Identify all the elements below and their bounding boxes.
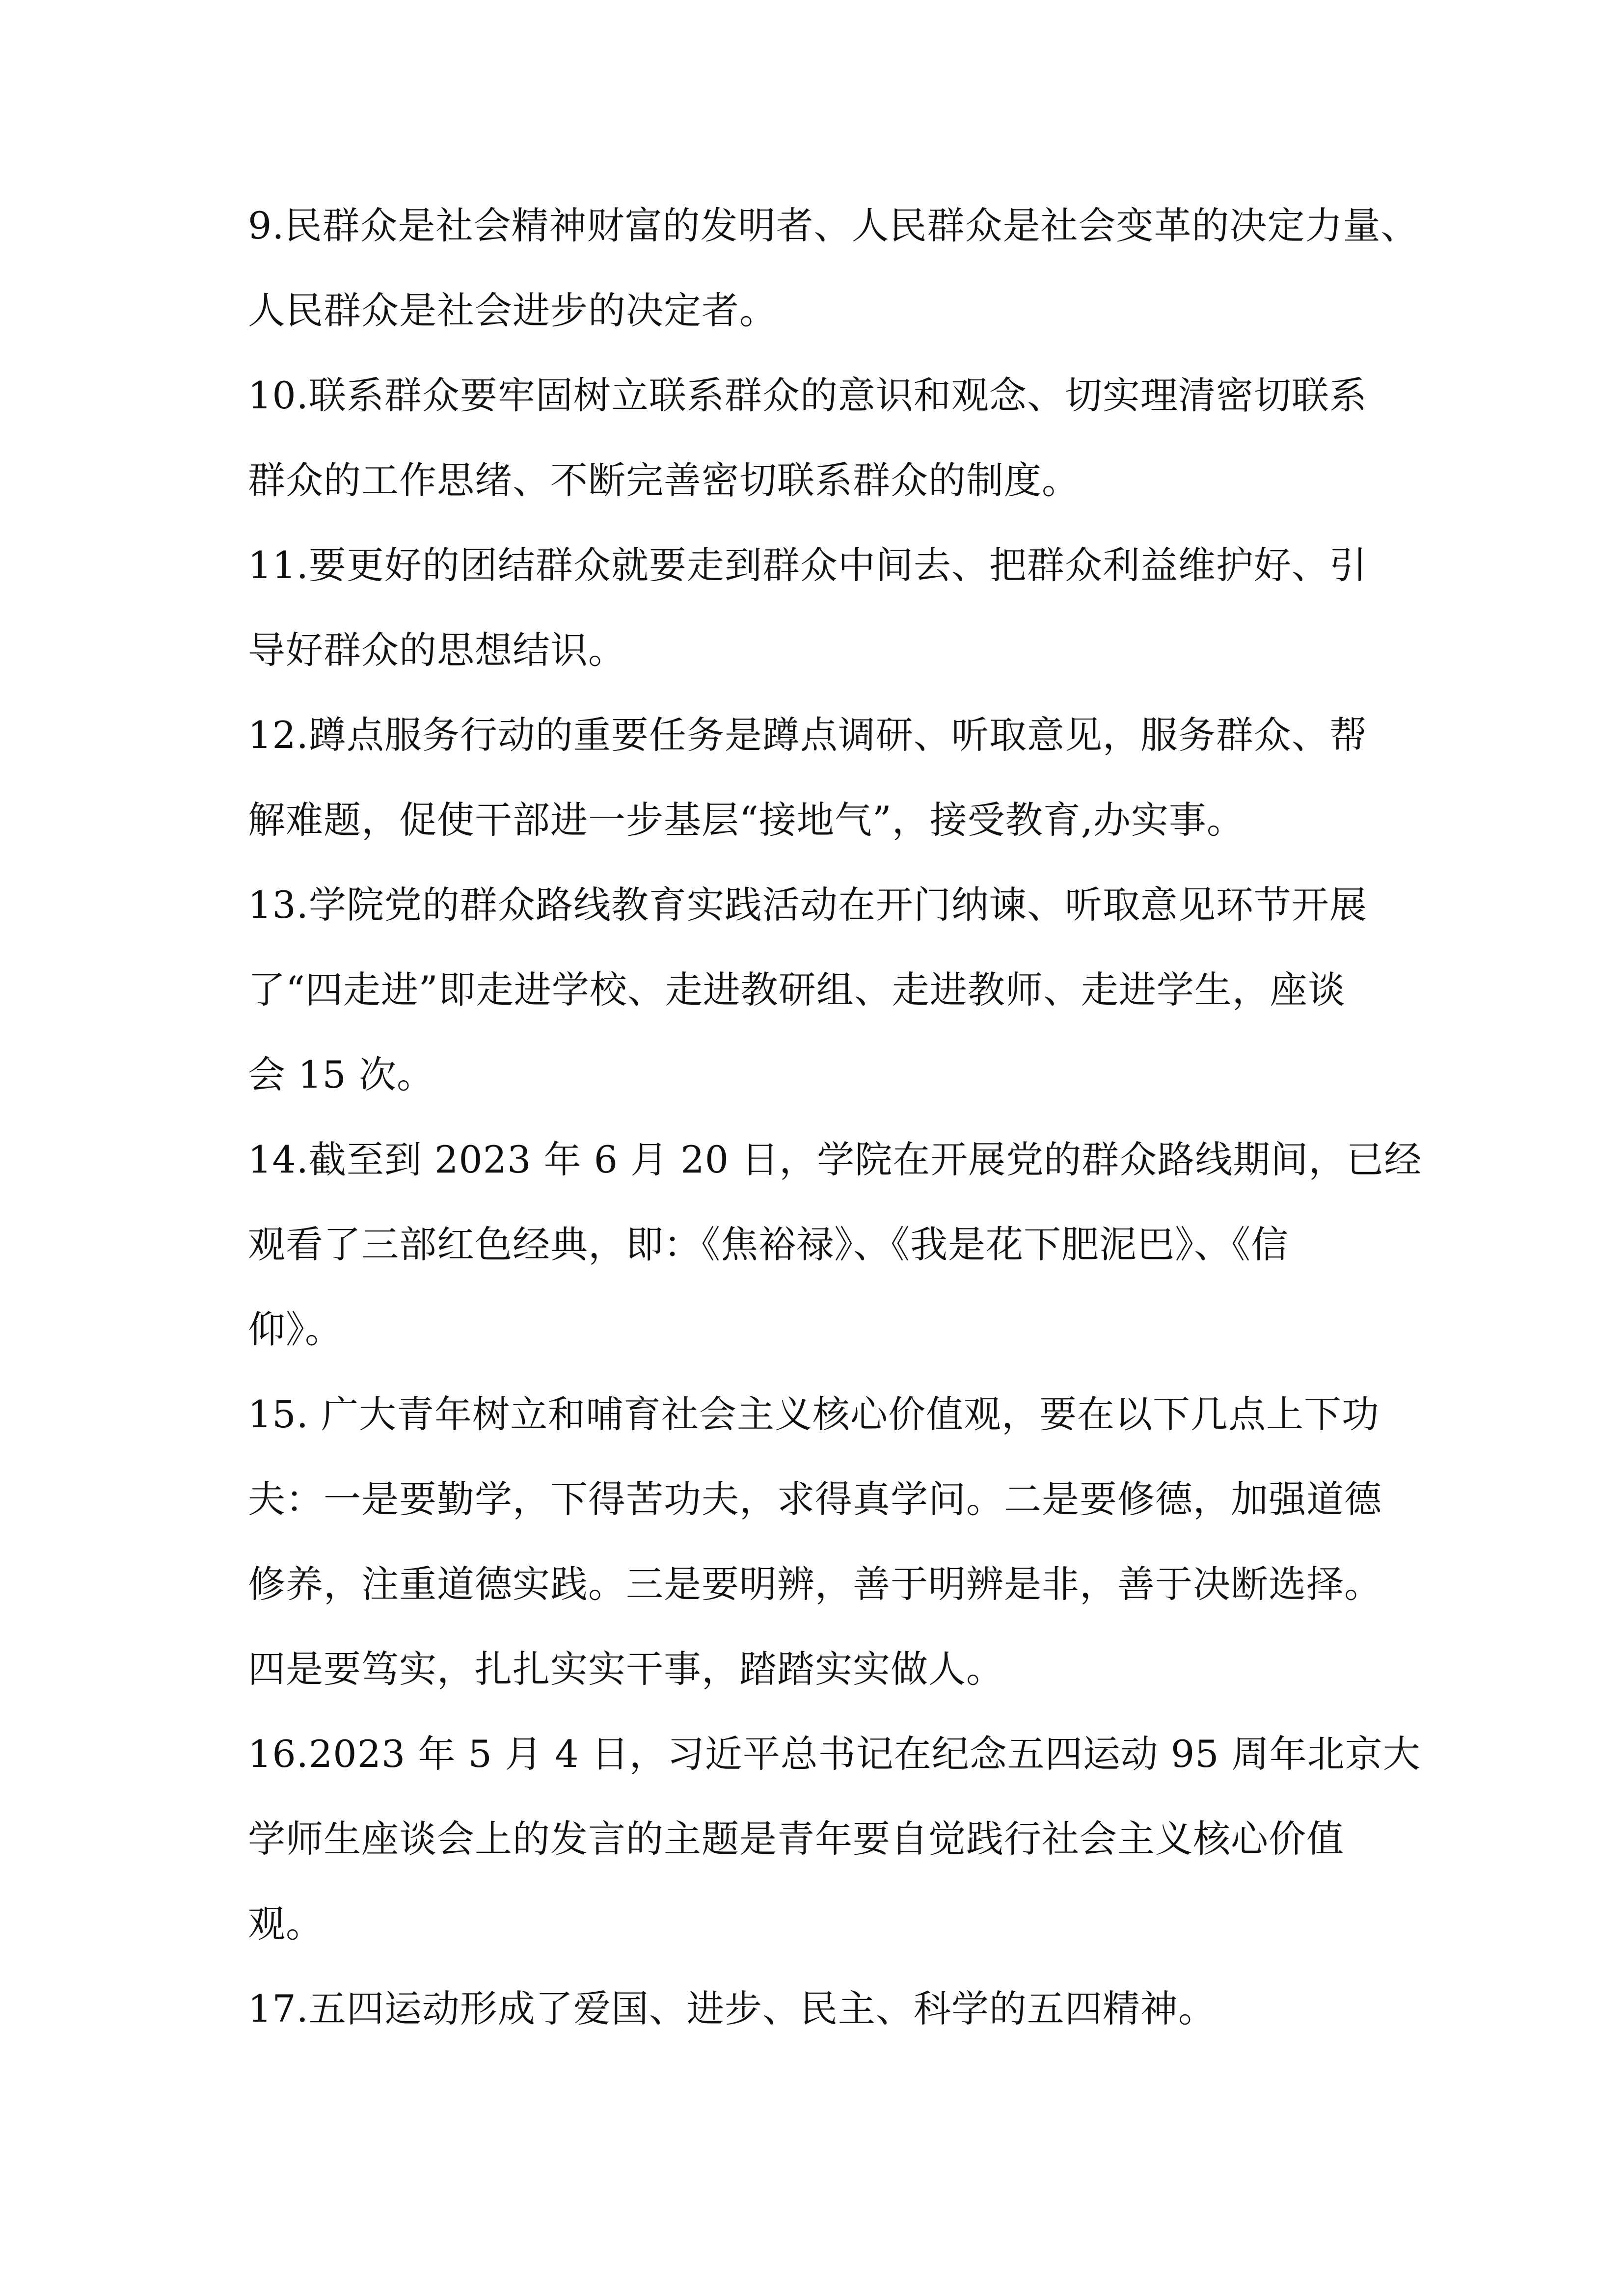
item-15-line-4: 四是要笃实，扎扎实实干事，踏踏实实做人。 [248, 1647, 1004, 1691]
item-13-line-2: 了“四走进”即走进学校、走进教研组、走进教师、走进学生，座谈 [248, 968, 1346, 1012]
item-10-line-1: 10.联系群众要牢固树立联系群众的意识和观念、切实理清密切联系 [248, 374, 1367, 417]
item-13-line-3: 会 15 次。 [248, 1053, 435, 1096]
item-16-line-3: 观。 [248, 1902, 324, 1946]
item-16-line-2: 学师生座谈会上的发言的主题是青年要自觉践行社会主义核心价值 [248, 1817, 1344, 1861]
item-15-line-1: 15. 广大青年树立和哺育社会主义核心价值观，要在以下几点上下功 [248, 1392, 1380, 1436]
item-12-line-1: 12.蹲点服务行动的重要任务是蹲点调研、听取意见，服务群众、帮 [248, 713, 1367, 757]
item-14-line-2: 观看了三部红色经典，即：《焦裕禄》、《我是花下肥泥巴》、《信 [248, 1223, 1289, 1266]
item-11-line-1: 11.要更好的团结群众就要走到群众中间去、把群众利益维护好、引 [248, 543, 1367, 587]
item-12-line-2: 解难题，促使干部进一步基层“接地气”，接受教育,办实事。 [248, 798, 1245, 842]
item-9-line-1: 9.民群众是社会精神财富的发明者、人民群众是社会变革的决定力量、 [248, 204, 1419, 247]
item-14-line-1: 14.截至到 2023 年 6 月 20 日，学院在开展党的群众路线期间，已经 [248, 1138, 1422, 1181]
item-13-line-1: 13.学院党的群众路线教育实践活动在开门纳谏、听取意见环节开展 [248, 883, 1367, 927]
item-10-line-2: 群众的工作思绪、不断完善密切联系群众的制度。 [248, 458, 1080, 502]
item-14-line-3: 仰》。 [248, 1308, 343, 1351]
item-17-line-1: 17.五四运动形成了爱国、进步、民主、科学的五四精神。 [248, 1987, 1216, 2030]
item-15-line-3: 修养，注重道德实践。三是要明辨，善于明辨是非，善于决断选择。 [248, 1562, 1382, 1606]
item-11-line-2: 导好群众的思想结识。 [248, 628, 626, 672]
item-15-line-2: 夫：一是要勤学，下得苦功夫，求得真学问。二是要修德，加强道德 [248, 1477, 1382, 1521]
item-9-line-2: 人民群众是社会进步的决定者。 [248, 289, 777, 332]
item-16-line-1: 16.2023 年 5 月 4 日，习近平总书记在纪念五四运动 95 周年北京大 [248, 1732, 1421, 1776]
